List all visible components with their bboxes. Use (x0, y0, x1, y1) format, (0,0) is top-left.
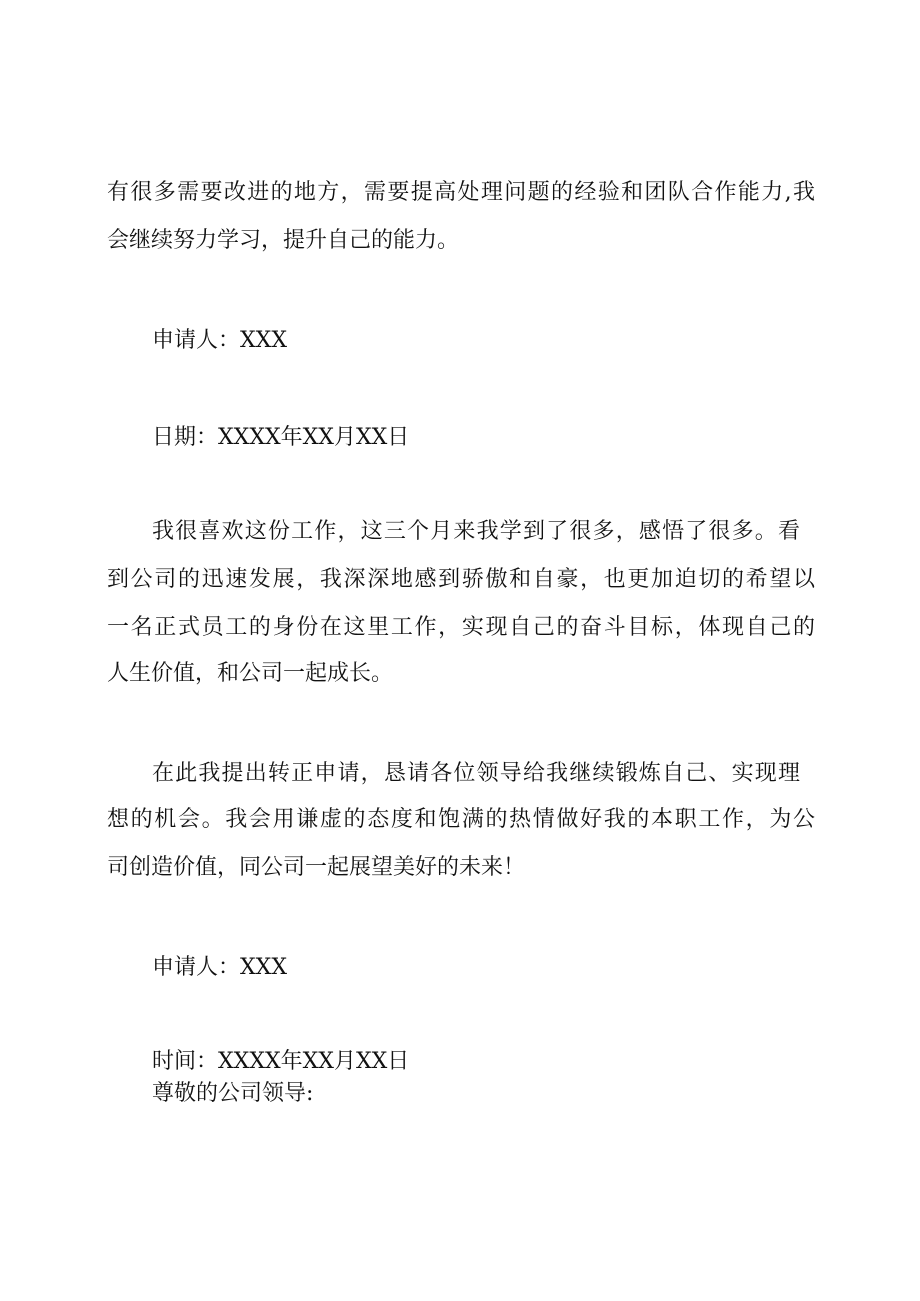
paragraph-2-line-2: 到公司的迅速发展，我深深地感到骄傲和自豪，也更加迫切的希望以 (107, 567, 815, 592)
applicant-line-2: 申请人：XXX (152, 955, 287, 980)
paragraph-2-line-3: 一名正式员工的身份在这里工作，实现自己的奋斗目标，体现自己的 (107, 615, 815, 640)
paragraph-3-line-2: 想的机会。我会用谦虚的态度和饱满的热情做好我的本职工作，为公 (107, 807, 815, 832)
date-line: 日期：XXXX年XX月XX日 (152, 425, 410, 450)
time-line: 时间：XXXX年XX月XX日 (152, 1049, 410, 1074)
paragraph-1-line-1: 有很多需要改进的地方，需要提高处理问题的经验和团队合作能力,我 (107, 180, 815, 205)
paragraph-1-line-2: 会继续努力学习，提升自己的能力。 (107, 228, 460, 253)
paragraph-3-line-3: 司创造价值，同公司一起展望美好的未来！ (107, 855, 526, 880)
paragraph-2-line-4: 人生价值，和公司一起成长。 (107, 661, 394, 686)
paragraph-3-line-1: 在此我提出转正申请，恳请各位领导给我继续锻炼自己、实现理 (152, 761, 800, 786)
paragraph-2-line-1: 我很喜欢这份工作，这三个月来我学到了很多，感悟了很多。看 (152, 519, 800, 544)
applicant-line: 申请人：XXX (152, 328, 287, 353)
salutation-line: 尊敬的公司领导: (152, 1081, 314, 1106)
